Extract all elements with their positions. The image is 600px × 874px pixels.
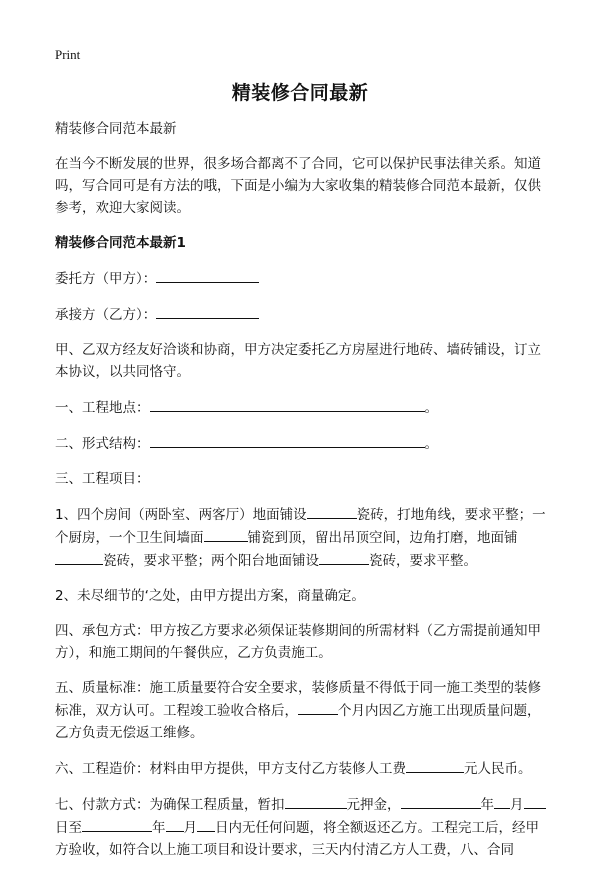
- item-structure-label: 二、形式结构：: [55, 436, 150, 452]
- payment-text-a: 七、付款方式：为确保工程质量，暂扣: [55, 797, 285, 813]
- payment-month-1: 月: [510, 797, 524, 813]
- party-b-line: [55, 303, 551, 326]
- cost-amount-blank: [406, 757, 464, 773]
- page-title: 精装修合同最新: [231, 82, 369, 104]
- cost-text-a: 六、工程造价：材料由甲方提供，甲方支付乙方装修人工费: [55, 761, 406, 777]
- quality-months-blank: [298, 699, 338, 715]
- project-text-d: 瓷砖，要求平整；两个阳台地面铺设: [103, 553, 319, 569]
- end-day-blank: [197, 816, 215, 832]
- payment-year-1: 年: [480, 797, 494, 813]
- location-blank: [150, 396, 425, 412]
- cost-text-b: 元人民币。: [464, 761, 532, 777]
- item-contract-method: 四、承包方式：甲方按乙方要求必须保证装修期间的所需材料（乙方需提前通知甲方），和施工期间的午餐供应，乙方负责施工。: [55, 623, 541, 661]
- project-text-e: 瓷砖，要求平整。: [369, 553, 477, 569]
- start-day-blank: [524, 793, 546, 809]
- section-heading: 精装修合同范本最新1: [55, 235, 186, 251]
- payment-year-2: 年: [152, 820, 166, 836]
- start-month-blank: [494, 793, 510, 809]
- preamble-paragraph: 甲、乙双方经友好洽谈和协商，甲方决定委托乙方房屋进行地砖、墙砖铺设，订立本协议，以共同恪守。: [55, 342, 541, 380]
- payment-month-2: 月: [183, 820, 197, 836]
- payment-text-h: 日内无任何问题，将全额返还乙方。工程完工后，经甲方验收，如符合以上施工项目和设计要求，三天内付清乙方人工费，八、合同: [55, 820, 539, 858]
- document-subtitle: 精装修合同范本最新: [55, 121, 177, 137]
- item-quality: [55, 677, 551, 744]
- party-b-blank: [156, 303, 259, 319]
- project-blank-4: [319, 549, 369, 565]
- item-projects-heading: 三、工程项目：: [55, 471, 150, 487]
- project-blank-1: [307, 503, 357, 519]
- intro-paragraph: 在当今不断发展的世界，很多场合都离不了合同，它可以保护民事法律关系。知道吗，写合同可是有方法的哦，下面是小编为大家收集的精装修合同范本最新，仅供参考，欢迎大家阅读。: [55, 156, 541, 216]
- item-payment: [55, 793, 551, 861]
- payment-text-b: 元押金，: [346, 797, 401, 813]
- end-year-blank: [82, 816, 152, 832]
- project-text-a: 1、四个房间（两卧室、两客厅）地面铺设: [55, 507, 307, 523]
- item-structure: [55, 432, 551, 455]
- project-blank-2: [204, 526, 248, 542]
- item-cost: [55, 757, 551, 780]
- project-blank-3: [55, 549, 103, 565]
- project-item-1: [55, 503, 551, 572]
- structure-blank: [150, 432, 425, 448]
- end-month-blank: [166, 816, 184, 832]
- payment-day-to: 日至: [55, 820, 82, 836]
- project-text-c: 铺瓷到顶，留出吊顶空间，边角打磨，地面铺: [247, 530, 518, 546]
- deposit-blank: [285, 793, 347, 809]
- quality-text-a: 五、质量标准：施工质量要符合安全要求，装修质量不得低于同一施工类型的装修标准，双方认可。工程竣工验收合格后，: [55, 680, 541, 719]
- party-b-label: 承接方（乙方）：: [55, 307, 157, 323]
- print-link[interactable]: Print: [55, 47, 81, 62]
- quality-text-b: 个月内因乙方施工出现质量问题，乙方负责无偿返工维修。: [55, 703, 541, 741]
- party-a-blank: [156, 267, 259, 283]
- item-structure-end: 。: [424, 436, 438, 452]
- item-location-label: 一、工程地点：: [55, 400, 150, 416]
- document-body: [55, 118, 551, 874]
- start-year-blank: [401, 793, 481, 809]
- project-item-2: 2、未尽细节的‘之处，由甲方提出方案，商量确定。: [55, 588, 365, 604]
- party-a-label: 委托方（甲方）：: [55, 271, 157, 287]
- party-a-line: [55, 267, 551, 290]
- project-text-b: 瓷砖，打地角线，要求平整；一个厨房，一个卫生间墙面: [55, 507, 546, 546]
- item-location-end: 。: [424, 400, 438, 416]
- item-location: [55, 396, 551, 419]
